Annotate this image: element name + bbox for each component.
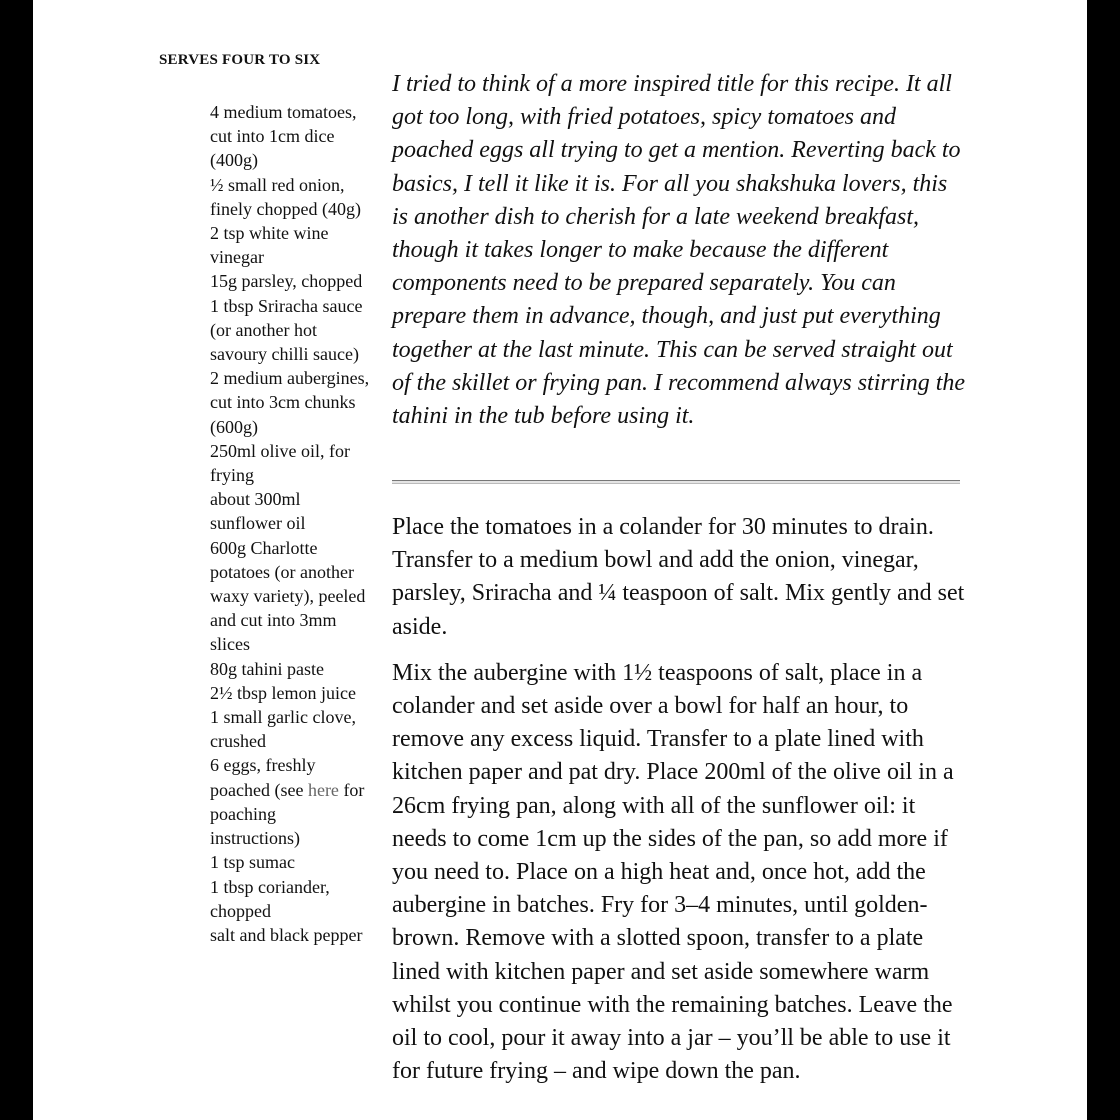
eggs-text-after: for poaching instructions) (210, 779, 365, 849)
ingredient-item: 2 medium aubergines, cut into 3cm chunks (600g) (210, 368, 370, 437)
ingredient-item: 1 tbsp Sriracha sauce (or another hot savoury chilli sauce) (210, 295, 363, 365)
ingredient-item: 4 medium tomatoes, cut into 1cm dice (400g) (210, 102, 357, 171)
recipe-page (33, 0, 1087, 1120)
eggs-text-before: 6 eggs, freshly poached (see (210, 755, 316, 800)
method-section (392, 511, 967, 1101)
ingredient-item: 15g parsley, chopped (210, 271, 363, 292)
ingredient-item: 1 tsp sumac (210, 852, 295, 873)
method-step: Place the tomatoes in a colander for 30 minutes to drain. Transfer to a medium bowl and add the onion, vinegar, parsley, Sriracha and ¼ teaspoon of salt. Mix gently and set aside. (392, 514, 965, 640)
serves-heading: SERVES FOUR TO SIX (159, 52, 321, 68)
section-divider (392, 480, 960, 484)
ingredient-item: salt and black pepper (210, 924, 363, 945)
ingredient-item-eggs (210, 753, 370, 850)
ingredient-item: 2 tsp white wine vinegar (210, 223, 329, 268)
recipe-intro: I tried to think of a more inspired title for this recipe. It all got too long, with fried potatoes, spicy tomatoes and poached eggs all trying to get a mention. Reverting back to basics, I tell it like it is. For all you shakshuka lovers, this is another dish to cherish for a late weekend breakfast, though it takes longer to make because the different components need to be prepared separately. You can prepare them in advance, though, and just put everything together at the last minute. This can be served straight out of the skillet or frying pan. I recommend always stirring the tahini in the tub before using it. (392, 71, 966, 430)
ingredient-item: 2½ tbsp lemon juice (210, 682, 356, 703)
ingredient-item: 80g tahini paste (210, 658, 324, 679)
ingredient-item: ½ small red onion, finely chopped (40g) (210, 174, 361, 219)
ingredient-item: about 300ml sunflower oil (210, 489, 306, 534)
ingredient-item: 250ml olive oil, for frying (210, 440, 350, 486)
ingredient-item: 1 small garlic clove, crushed (210, 707, 356, 752)
ingredient-item: 600g Charlotte potatoes (or another waxy variety), peeled and cut into 3mm slices (210, 537, 366, 655)
ingredient-item: 1 tbsp coriander, chopped (210, 876, 330, 921)
method-step: Mix the aubergine with 1½ teaspoons of salt, place in a colander and set aside over a bowl for half an hour, to remove any excess liquid. Transfer to a plate lined with kitchen paper and pat dry. Place 200ml of the olive oil in a 26cm frying pan, along with all of the sunflower oil: it needs to come 1cm up the sides of the pan, so add more if you need to. Place on a high heat and, once hot, add the aubergine in batches. Fry for 3–4 minutes, until golden-brown. Remove with a slotted spoon, transfer to a plate lined with kitchen paper and set aside somewhere warm whilst you continue with the remaining batches. Leave the oil to cool, pour it away into a jar – you’ll be able to use it for future frying – and wipe down the pan. (392, 659, 954, 1085)
ingredient-list (210, 100, 370, 947)
poaching-instructions-link[interactable]: here (307, 779, 339, 800)
